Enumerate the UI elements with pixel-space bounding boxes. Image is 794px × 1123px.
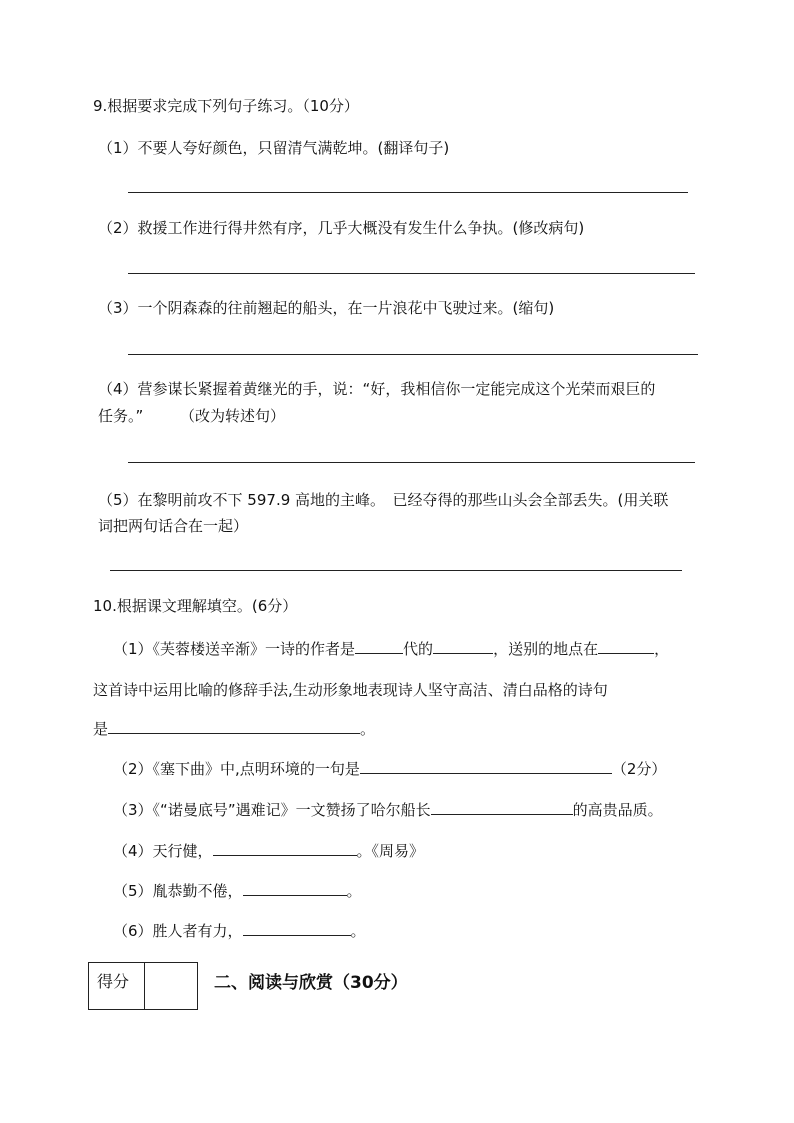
answer-line-2[interactable] (128, 273, 695, 274)
q10-p1-text-d: ， (654, 640, 670, 658)
section-2-title: 二、阅读与欣赏（30分） (214, 973, 408, 993)
q9-item-4-instruction: （改为转述句） (180, 407, 286, 425)
answer-line-5[interactable] (110, 570, 682, 571)
q10-p1-line2: 这首诗中运用比喻的修辞手法,生动形象地表现诗人坚守高洁、清白品格的诗句 (93, 681, 608, 699)
blank-place[interactable] (598, 638, 654, 654)
q10-p5-text-b: 。 (346, 882, 362, 900)
q10-part-6 (113, 920, 366, 941)
q10-p1-line3a: 是 (93, 720, 109, 738)
blank-saixiaqu[interactable] (360, 758, 612, 774)
q10-part-3 (113, 799, 663, 820)
q10-p1-text-c: ，送别的地点在 (493, 640, 599, 658)
q10-p4-text-b: 。《周易》 (356, 842, 425, 860)
q10-part-4 (113, 840, 424, 861)
q10-part-1 (113, 638, 669, 659)
q10-p1-line3b: 。 (360, 720, 376, 738)
q9-item-4-cont: 任务。” (98, 407, 144, 425)
score-value-cell[interactable] (145, 963, 197, 1009)
q9-item-5: （5）在黎明前攻不下 597.9 高地的主峰。 已经夺得的那些山头会全部丢失。(用关联 (98, 491, 669, 509)
score-label-cell (89, 963, 145, 1009)
q10-part-5 (113, 880, 362, 901)
q9-item-2: （2）救援工作进行得井然有序，几乎大概没有发生什么争执。(修改病句) (98, 219, 585, 237)
q10-p4-text-a: （4）天行健， (113, 842, 213, 860)
q10-p2-text-b: （2分） (611, 760, 667, 778)
score-label: 得分 (97, 972, 130, 991)
q10-part-2 (113, 758, 666, 779)
q10-title: 10.根据课文理解填空。(6分） (93, 597, 298, 615)
answer-line-4[interactable] (128, 462, 695, 463)
q10-p3-text-a: （3）《“诺曼底号”遇难记》一文赞扬了哈尔船长 (113, 801, 431, 819)
score-box (88, 962, 198, 1010)
q9-item-4: （4）营参谋长紧握着黄继光的手，说：“好，我相信你一定能完成这个光荣而艰巨的 (98, 380, 656, 398)
blank-author[interactable] (433, 638, 493, 654)
blank-shengren[interactable] (243, 920, 351, 936)
q10-p6-text-a: （6）胜人者有力， (113, 922, 243, 940)
blank-captain-quality[interactable] (431, 799, 573, 815)
q9-item-1: （1）不要人夸好颜色，只留清气满乾坤。(翻译句子) (98, 139, 450, 157)
blank-gongqin[interactable] (243, 880, 347, 896)
q10-p1-text-a: （1）《芙蓉楼送辛渐》一诗的作者是 (113, 640, 356, 658)
blank-zhouyi[interactable] (213, 840, 357, 856)
answer-line-1[interactable] (128, 192, 688, 193)
answer-line-3[interactable] (128, 354, 698, 355)
q10-p6-text-b: 。 (350, 922, 366, 940)
q10-p2-text-a: （2）《塞下曲》中,点明环境的一句是 (113, 760, 360, 778)
q9-item-5-cont: 词把两句话合在一起） (98, 517, 249, 535)
q9-title: 9.根据要求完成下列句子练习。（10分） (93, 97, 359, 115)
q9-item-3: （3）一个阴森森的往前翘起的船头，在一片浪花中飞驶过来。(缩句) (98, 299, 555, 317)
blank-poem-line[interactable] (108, 718, 360, 734)
q10-p1-text-b: 代的 (403, 640, 434, 658)
q10-p3-text-b: 的高贵品质。 (572, 801, 663, 819)
blank-dynasty[interactable] (355, 638, 403, 654)
q10-p5-text-a: （5）胤恭勤不倦， (113, 882, 243, 900)
q10-p1-line3 (93, 718, 375, 739)
